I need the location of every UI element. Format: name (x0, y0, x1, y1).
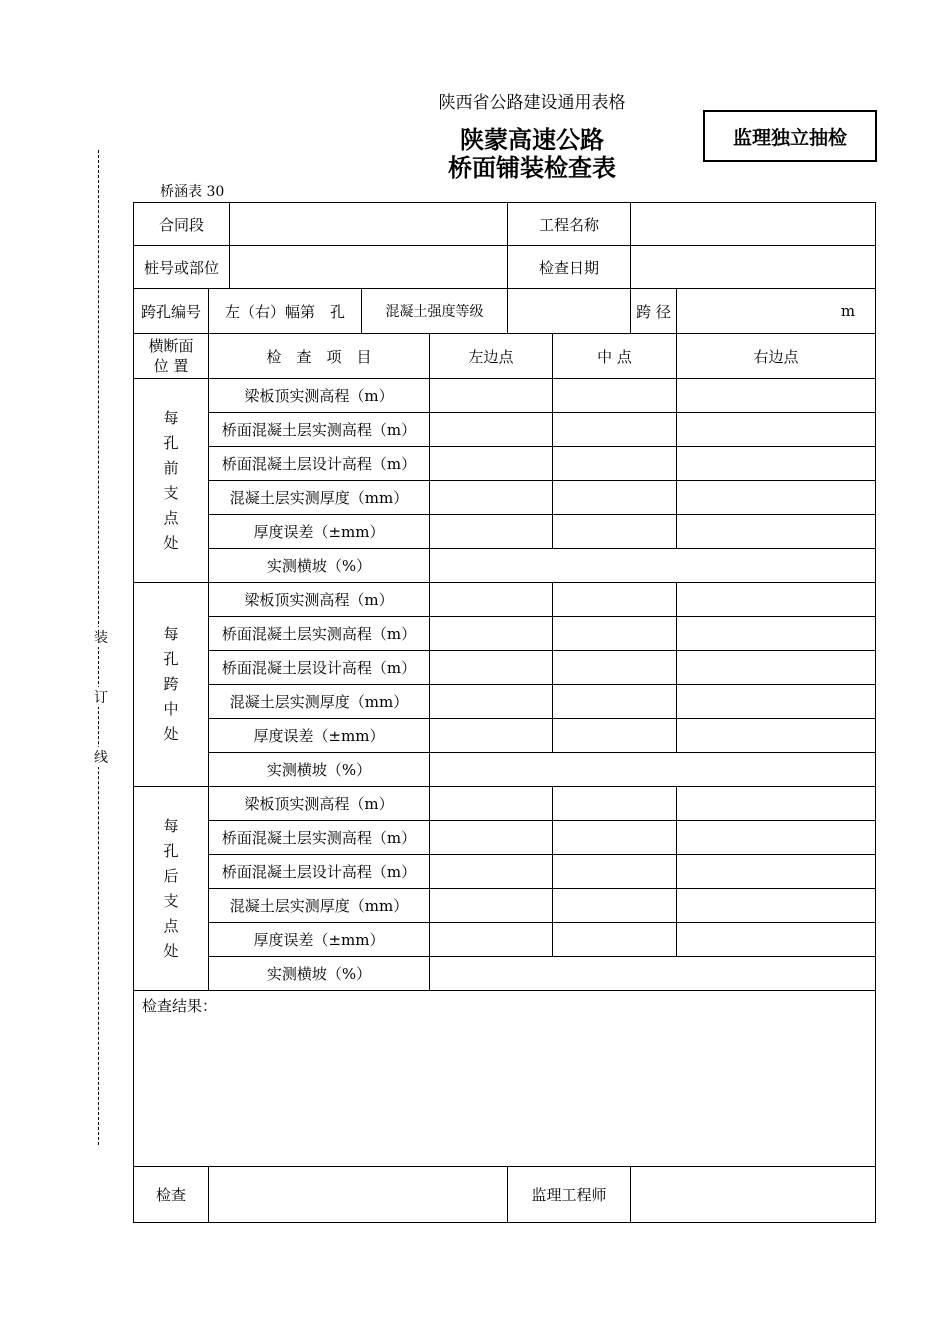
inspection-table (133, 202, 876, 1223)
item-label: 厚度误差（±mm） (209, 515, 430, 549)
left-value-cell[interactable] (430, 787, 553, 821)
inspect-value[interactable] (209, 1167, 508, 1223)
section-label-char: 处 (163, 725, 179, 743)
left-value-cell[interactable] (430, 923, 553, 957)
left-value-cell[interactable] (430, 379, 553, 413)
left-value-cell[interactable] (430, 447, 553, 481)
left-value-cell[interactable] (430, 889, 553, 923)
date-label: 检查日期 (508, 246, 631, 289)
right-value-cell[interactable] (677, 447, 876, 481)
section-label (134, 787, 209, 991)
section-label-char: 中 (163, 700, 179, 718)
item-label: 桥面混凝土层设计高程（m） (209, 447, 430, 481)
result-label: 检查结果： (142, 997, 218, 1015)
middle-value-cell[interactable] (553, 651, 677, 685)
middle-value-cell[interactable] (553, 515, 677, 549)
section-label-char: 点 (163, 916, 179, 935)
right-value-cell[interactable] (677, 481, 876, 515)
left-value-cell[interactable] (430, 617, 553, 651)
form-number: 桥涵表 30 (160, 184, 225, 200)
binding-line (98, 150, 99, 1145)
left-value-cell[interactable] (430, 515, 553, 549)
middle-value-cell[interactable] (553, 583, 677, 617)
middle-value-cell[interactable] (553, 923, 677, 957)
item-label: 桥面混凝土层设计高程（m） (209, 855, 430, 889)
span-unit[interactable]: m (677, 289, 876, 334)
item-label: 混凝土层实测厚度（mm） (209, 481, 430, 515)
right-value-cell[interactable] (677, 821, 876, 855)
section-label (134, 379, 209, 583)
left-value-cell[interactable] (430, 481, 553, 515)
left-value-cell[interactable] (430, 583, 553, 617)
concrete-grade-label: 混凝土强度等级 (362, 289, 508, 334)
left-value-cell[interactable] (430, 821, 553, 855)
left-value-cell[interactable] (430, 719, 553, 753)
middle-value-cell[interactable] (553, 787, 677, 821)
right-point-header: 右边点 (677, 334, 876, 379)
section-label-char: 支 (163, 891, 179, 910)
right-value-cell[interactable] (677, 651, 876, 685)
engineer-value[interactable] (631, 1167, 876, 1223)
item-label: 桥面混凝土层实测高程（m） (209, 617, 430, 651)
span-label: 跨 径 (631, 289, 677, 334)
middle-value-cell[interactable] (553, 821, 677, 855)
result-cell[interactable] (134, 991, 876, 1167)
section-label-char: 孔 (163, 841, 179, 860)
value-cell[interactable] (430, 957, 876, 991)
section-label-char: 后 (163, 866, 179, 885)
section-label-char: 孔 (163, 433, 179, 452)
item-label: 实测横坡（%） (209, 549, 430, 583)
binding-char-2: 订 (93, 687, 109, 707)
item-label: 桥面混凝土层实测高程（m） (209, 413, 430, 447)
middle-value-cell[interactable] (553, 447, 677, 481)
right-value-cell[interactable] (677, 889, 876, 923)
project-label: 工程名称 (508, 203, 631, 246)
middle-value-cell[interactable] (553, 413, 677, 447)
section-label-char: 前 (163, 458, 179, 477)
right-value-cell[interactable] (677, 787, 876, 821)
inspect-label: 检查 (134, 1167, 209, 1223)
position-header-line2: 位 置 (153, 357, 189, 375)
right-value-cell[interactable] (677, 855, 876, 889)
concrete-grade-value[interactable] (508, 289, 631, 334)
value-cell[interactable] (430, 549, 876, 583)
right-value-cell[interactable] (677, 617, 876, 651)
section-label-char: 孔 (163, 650, 179, 668)
date-value[interactable] (631, 246, 876, 289)
section-label (134, 583, 209, 787)
main-title-2: 桥面铺装检查表 (448, 154, 616, 182)
section-label-char: 支 (163, 483, 179, 502)
header-top-title: 陕西省公路建设通用表格 (438, 93, 626, 113)
item-label: 梁板顶实测高程（m） (209, 787, 430, 821)
items-header: 检 查 项 目 (209, 334, 430, 379)
sections-body (134, 379, 876, 991)
binding-char-1: 装 (93, 627, 109, 647)
left-value-cell[interactable] (430, 855, 553, 889)
middle-point-header: 中 点 (553, 334, 677, 379)
item-label: 梁板顶实测高程（m） (209, 583, 430, 617)
item-label: 混凝土层实测厚度（mm） (209, 889, 430, 923)
right-value-cell[interactable] (677, 413, 876, 447)
right-value-cell[interactable] (677, 719, 876, 753)
stamp-box: 监理独立抽检 (703, 110, 877, 162)
middle-value-cell[interactable] (553, 481, 677, 515)
position-header-line1: 横断面 (148, 337, 194, 355)
right-value-cell[interactable] (677, 515, 876, 549)
item-label: 实测横坡（%） (209, 753, 430, 787)
left-value-cell[interactable] (430, 685, 553, 719)
section-label-char: 处 (163, 941, 179, 960)
binding-char-3: 线 (93, 747, 109, 767)
station-label: 桩号或部位 (134, 246, 230, 289)
right-value-cell[interactable] (677, 583, 876, 617)
contract-value[interactable] (230, 203, 508, 246)
section-label-char: 处 (163, 533, 179, 552)
middle-value-cell[interactable] (553, 685, 677, 719)
position-header (134, 334, 209, 379)
item-label: 混凝土层实测厚度（mm） (209, 685, 430, 719)
station-value[interactable] (230, 246, 508, 289)
middle-value-cell[interactable] (553, 617, 677, 651)
middle-value-cell[interactable] (553, 719, 677, 753)
section-label-char: 每 (163, 408, 179, 427)
right-value-cell[interactable] (677, 685, 876, 719)
span-no-value[interactable]: 左（右）幅第 孔 (209, 289, 362, 334)
engineer-label: 监理工程师 (508, 1167, 631, 1223)
item-label: 厚度误差（±mm） (209, 719, 430, 753)
section-label-char: 每 (163, 625, 179, 643)
item-label: 厚度误差（±mm） (209, 923, 430, 957)
middle-value-cell[interactable] (553, 855, 677, 889)
item-label: 桥面混凝土层设计高程（m） (209, 651, 430, 685)
value-cell[interactable] (430, 753, 876, 787)
main-title-1: 陕蒙高速公路 (460, 126, 604, 154)
span-no-label: 跨孔编号 (134, 289, 209, 334)
project-value[interactable] (631, 203, 876, 246)
section-label-char: 每 (163, 816, 179, 835)
right-value-cell[interactable] (677, 379, 876, 413)
section-label-char: 跨 (163, 675, 179, 693)
contract-label: 合同段 (134, 203, 230, 246)
middle-value-cell[interactable] (553, 379, 677, 413)
left-value-cell[interactable] (430, 413, 553, 447)
section-label-char: 点 (163, 508, 179, 527)
item-label: 实测横坡（%） (209, 957, 430, 991)
item-label: 桥面混凝土层实测高程（m） (209, 821, 430, 855)
left-point-header: 左边点 (430, 334, 553, 379)
item-label: 梁板顶实测高程（m） (209, 379, 430, 413)
middle-value-cell[interactable] (553, 889, 677, 923)
left-value-cell[interactable] (430, 651, 553, 685)
right-value-cell[interactable] (677, 923, 876, 957)
